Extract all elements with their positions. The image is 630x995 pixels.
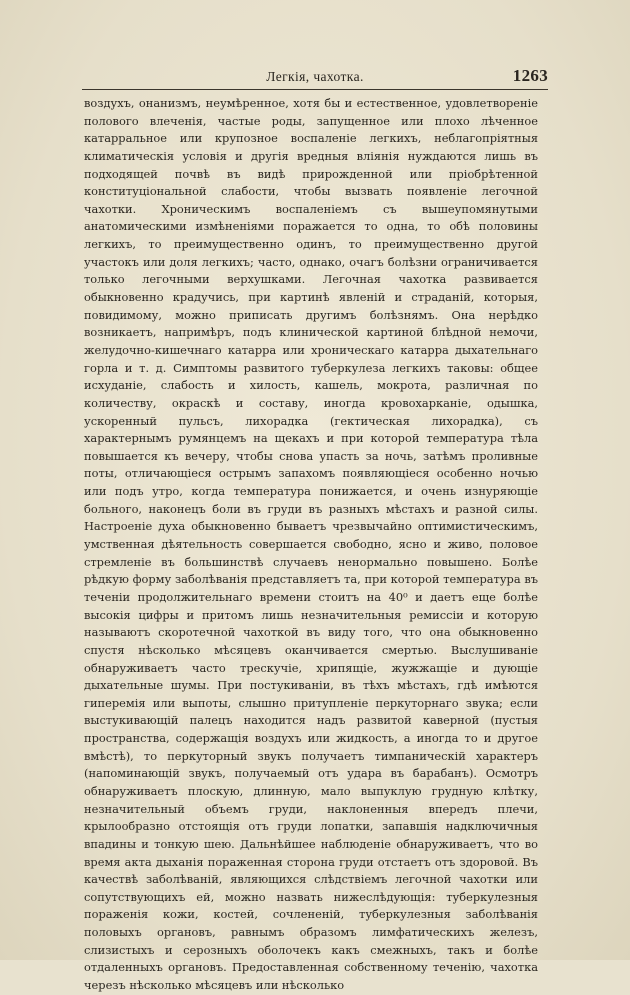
body-paragraph: воздухъ, онанизмъ, неумѣренное, хотя бы и естественное, удовлетвореніе полового влеченія, частые роды, запущенное или плохо лѣченное катарральное или крупозное воспаленіе легкихъ, неблагопріятныя климатическія условія и другія вредныя вліянія нуждаются лишь въ подходящей почвѣ въ видѣ прирожденной или пріобрѣтенной конституціональной слабости, чтобы вызвать появленіе легочной чахотки. Хроническимъ воспаленіемъ съ вышеупомянутыми анатомическими измѣненіями поражается то одна, то обѣ половины легкихъ, то преимущественно одинъ, то преимущественно другой участокъ или доля легкихъ; часто, однако, очагъ болѣзни ограничивается только легочными верхушками. Легочная чахотка развивается обыкновенно крадучись, при картинѣ явленій и страданій, которыя, повидимому, можно приписать другимъ болѣзнямъ. Она нерѣдко возникаетъ, напримѣръ, подъ клинической картиной блѣдной немочи, желудочно-кишечнаго катарра или хроническаго катарра дыхательнаго горла и т. д. Симптомы развитого туберкулеза легкихъ таковы: общее исхуданіе, слабость и хилость, кашель, мокрота, различная по количеству, окраскѣ и составу, иногда кровохарканіе, одышка, ускоренный пульсъ, лихорадка (гектическая лихорадка), съ характернымъ румянцемъ на щекахъ и при которой температура тѣла повышается къ вечеру, чтобы снова упасть за ночь, затѣмъ проливные поты, отличающіеся острымъ запахомъ появляющіеся особенно ночью или подъ утро, когда температура понижается, и очень изнуряющіе больного, наконецъ боли въ груди въ разныхъ мѣстахъ и разной силы. Настроеніе духа обыкновенно бываетъ чрезвычайно оптимистическимъ, умственная дѣятельность совершается свободно, ясно и живо, половое стремленіе въ большинствѣ случаевъ ненормально повышено. Болѣе рѣдкую форму заболѣванія представляетъ та, при которой температура въ теченіи продолжительнаго времени стоитъ на 40⁰ и даетъ еще болѣе высокія цифры и притомъ лишь незначительныя ремиссіи и которую называютъ скоротечной чахоткой въ виду того, что она обыкновенно спустя нѣсколько мѣсяцевъ оканчивается смертью. Выслушиваніе обнаруживаетъ часто трескучіе, хрипящіе, жужжащіе и дующіе дыхательные шумы. При постукиваніи, въ тѣхъ мѣстахъ, гдѣ имѣются гиперемія или выпоты, слышно притупленіе перкуторнаго звука; если выстукивающій палецъ находится надъ развитой каверной (пустыя пространства, содержащія воздухъ или жидкость, а иногда то и другое вмѣстѣ), то перкуторный звукъ получаетъ тимпаническій характеръ (напоминающій звукъ, получаемый отъ удара въ барабанъ). Осмотръ обнаруживаетъ плоскую, длинную, мало выпуклую грудную клѣтку, незначительный объемъ груди, наклоненныя впередъ плечи, крылообразно отстоящія отъ груди лопатки, запавшія надключичныя впадины и тонкую шею. Дальнѣйшее наблюденіе обнаруживаетъ, что во время акта дыханія пораженная сторона груди отстаетъ отъ здоровой. Въ качествѣ заболѣваній, являющихся слѣдствіемъ легочной чахотки или сопутствующихъ ей, можно назвать нижеслѣдующія: туберкулезныя пораженія кожи, костей, сочлененій, туберкулезныя заболѣванія половыхъ органовъ, равнымъ образомъ лимфатическихъ железъ, слизистыхъ и серозныхъ оболочекъ какъ смежныхъ, такъ и болѣе отдаленныхъ органовъ. Предоставленная собственному теченію, чахотка черезъ нѣсколько мѣсяцевъ или нѣсколько xyxy=(84,96,538,993)
page-number: 1263 xyxy=(512,66,548,85)
running-header xyxy=(82,67,548,90)
running-title: Легкія, чахотка. xyxy=(266,69,364,84)
